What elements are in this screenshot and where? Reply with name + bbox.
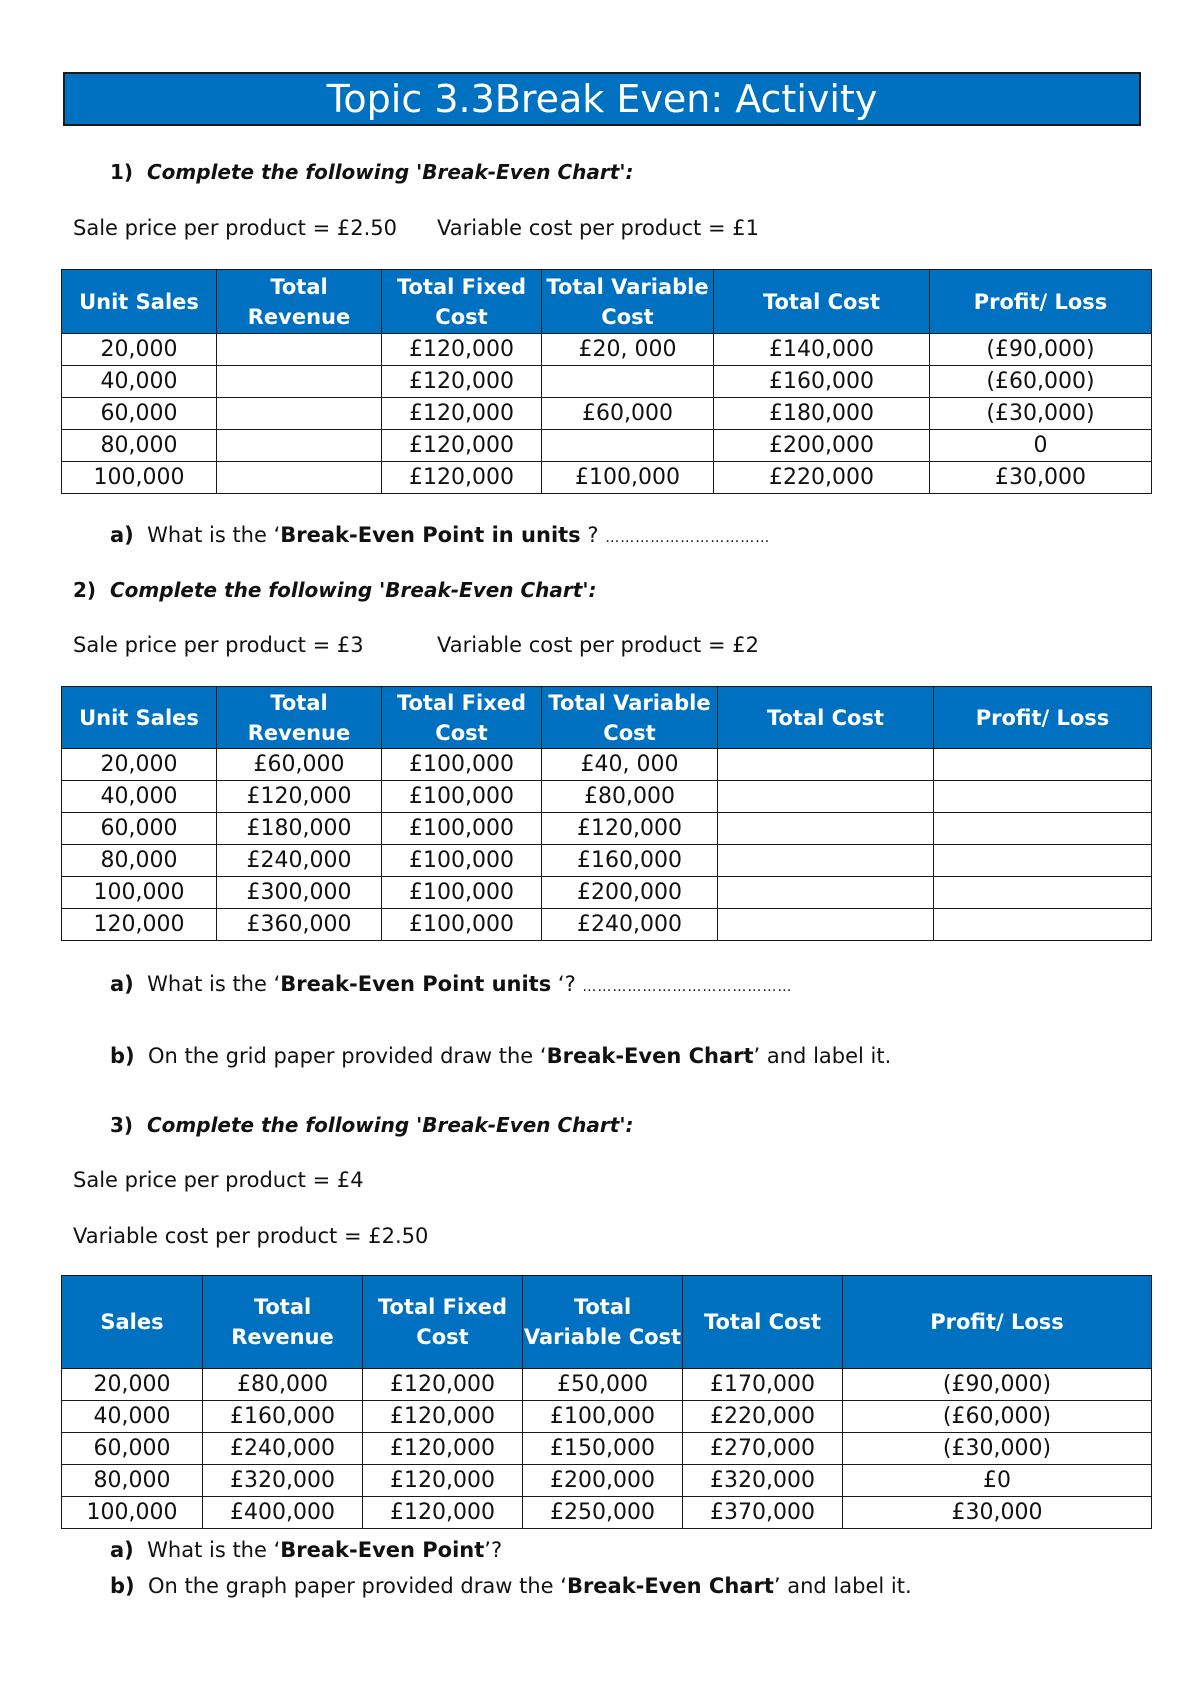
q2-b-suffix: ’ and label it.	[753, 1044, 892, 1068]
table-row	[62, 366, 1152, 398]
q1-a-label: a)	[110, 523, 134, 547]
column-header: Total Fixed Cost	[382, 687, 542, 749]
table-row	[62, 781, 1152, 813]
table-cell: £120,000	[363, 1369, 523, 1401]
q3-b-label: b)	[110, 1574, 135, 1598]
column-header: Total Cost	[718, 687, 934, 749]
column-header: Sales	[62, 1276, 203, 1369]
table-cell: £240,000	[203, 1433, 363, 1465]
q3-b-suffix: ’ and label it.	[773, 1574, 912, 1598]
q1-number: 1)	[110, 160, 134, 184]
q3-sale-price: Sale price per product = £4	[73, 1168, 364, 1192]
q3-heading-text: Complete the following 'Break-Even Chart':	[147, 1113, 634, 1137]
table-row	[62, 430, 1152, 462]
table-row	[62, 398, 1152, 430]
table-cell: £100,000	[382, 813, 542, 845]
table-cell	[217, 430, 382, 462]
table-cell	[934, 845, 1152, 877]
table-cell: £0	[843, 1465, 1152, 1497]
table-cell: (£90,000)	[843, 1369, 1152, 1401]
table-cell: 100,000	[62, 877, 217, 909]
table-cell: £100,000	[382, 909, 542, 941]
q1-a-answer-dots: ……………………………	[605, 530, 771, 546]
table-cell: 40,000	[62, 1401, 203, 1433]
q2-variable-cost: Variable cost per product = £2	[437, 633, 759, 657]
table-cell: (£90,000)	[930, 334, 1152, 366]
table-cell	[934, 813, 1152, 845]
table-header-row	[62, 1276, 1152, 1369]
table-cell	[542, 430, 714, 462]
table-cell: £100,000	[382, 845, 542, 877]
column-header: Total Cost	[683, 1276, 843, 1369]
table-cell: 100,000	[62, 462, 217, 494]
column-header: Total Revenue	[217, 687, 382, 749]
table-cell: 40,000	[62, 366, 217, 398]
table-cell: 100,000	[62, 1497, 203, 1529]
table-cell: 20,000	[62, 334, 217, 366]
table-cell: £50,000	[523, 1369, 683, 1401]
q2-question-a	[110, 972, 792, 996]
table-cell	[718, 813, 934, 845]
q3-heading	[110, 1113, 633, 1137]
table-cell: £100,000	[382, 749, 542, 781]
table-cell: £30,000	[843, 1497, 1152, 1529]
q1-variable-cost: Variable cost per product = £1	[437, 216, 759, 240]
q2-a-label: a)	[110, 972, 134, 996]
table-cell: £120,000	[382, 462, 542, 494]
table-cell: £300,000	[217, 877, 382, 909]
table-cell: (£60,000)	[843, 1401, 1152, 1433]
table-cell	[718, 749, 934, 781]
table-cell: £180,000	[714, 398, 930, 430]
table-cell: £220,000	[683, 1401, 843, 1433]
table-cell: £100,000	[382, 781, 542, 813]
q3-question-a	[110, 1538, 502, 1562]
table-cell	[934, 909, 1152, 941]
table-cell	[718, 909, 934, 941]
table-cell: 120,000	[62, 909, 217, 941]
column-header: Total Revenue	[203, 1276, 363, 1369]
q2-heading-text: Complete the following 'Break-Even Chart':	[110, 578, 597, 602]
table-cell	[217, 334, 382, 366]
table-cell: £120,000	[363, 1401, 523, 1433]
column-header: Total Variable Cost	[523, 1276, 683, 1369]
table-cell: 40,000	[62, 781, 217, 813]
q2-a-bold: Break-Even Point units	[280, 972, 552, 996]
table-cell: (£30,000)	[930, 398, 1152, 430]
q2-a-answer-dots: ……………………………………	[582, 979, 793, 995]
table-cell: (£60,000)	[930, 366, 1152, 398]
table-cell: £360,000	[217, 909, 382, 941]
table-row	[62, 909, 1152, 941]
q1-a-prefix: What is the ‘	[147, 523, 281, 547]
q3-question-b	[110, 1574, 912, 1598]
table-cell: £60,000	[217, 749, 382, 781]
table-cell: 80,000	[62, 430, 217, 462]
table-cell: £40, 000	[542, 749, 718, 781]
table-row	[62, 1401, 1152, 1433]
table-cell: £100,000	[542, 462, 714, 494]
table-row	[62, 1369, 1152, 1401]
q3-a-prefix: What is the ‘	[147, 1538, 281, 1562]
table-cell: £80,000	[203, 1369, 363, 1401]
table-cell: 20,000	[62, 1369, 203, 1401]
table-cell: £140,000	[714, 334, 930, 366]
table-cell: £370,000	[683, 1497, 843, 1529]
q1-question-a	[110, 523, 770, 547]
table-cell: £100,000	[523, 1401, 683, 1433]
table-cell: £220,000	[714, 462, 930, 494]
q2-b-bold: Break-Even Chart	[546, 1044, 754, 1068]
table-cell: £150,000	[523, 1433, 683, 1465]
table-cell: £120,000	[382, 366, 542, 398]
q2-question-b	[110, 1044, 891, 1068]
table-cell: £20, 000	[542, 334, 714, 366]
q2-sale-price: Sale price per product = £3	[73, 633, 364, 657]
table-cell	[217, 366, 382, 398]
table-cell: £200,000	[542, 877, 718, 909]
table-cell: £270,000	[683, 1433, 843, 1465]
table-cell: £100,000	[382, 877, 542, 909]
column-header: Profit/ Loss	[843, 1276, 1152, 1369]
q2-b-label: b)	[110, 1044, 135, 1068]
table-cell: £120,000	[382, 430, 542, 462]
column-header: Total Revenue	[217, 270, 382, 334]
table-row	[62, 1497, 1152, 1529]
table-cell	[934, 749, 1152, 781]
table-cell: 0	[930, 430, 1152, 462]
q2-a-suffix: ‘?	[551, 972, 583, 996]
q2-a-prefix: What is the ‘	[147, 972, 281, 996]
q2-number: 2)	[73, 578, 97, 602]
table-cell: 20,000	[62, 749, 217, 781]
column-header: Profit/ Loss	[934, 687, 1152, 749]
table-cell: £80,000	[542, 781, 718, 813]
table-cell: 80,000	[62, 1465, 203, 1497]
table-cell: 80,000	[62, 845, 217, 877]
table-cell: £120,000	[217, 781, 382, 813]
table-row	[62, 845, 1152, 877]
table-cell: £250,000	[523, 1497, 683, 1529]
table-cell: 60,000	[62, 813, 217, 845]
q3-variable-cost: Variable cost per product = £2.50	[73, 1224, 429, 1248]
column-header: Total Variable Cost	[542, 687, 718, 749]
q2-b-prefix: On the grid paper provided draw the ‘	[148, 1044, 547, 1068]
q1-heading-text: Complete the following 'Break-Even Chart':	[147, 160, 634, 184]
column-header: Total Cost	[714, 270, 930, 334]
table-cell: £180,000	[217, 813, 382, 845]
table-cell: £320,000	[683, 1465, 843, 1497]
table-cell	[718, 781, 934, 813]
column-header: Total Fixed Cost	[363, 1276, 523, 1369]
table-row	[62, 813, 1152, 845]
q1-heading	[110, 160, 633, 184]
table-cell: £200,000	[714, 430, 930, 462]
column-header: Total Variable Cost	[542, 270, 714, 334]
table-row	[62, 1433, 1152, 1465]
table-cell	[217, 398, 382, 430]
column-header: Total Fixed Cost	[382, 270, 542, 334]
table-cell	[542, 366, 714, 398]
table-cell	[934, 877, 1152, 909]
q3-number: 3)	[110, 1113, 134, 1137]
page-title: Topic 3.3Break Even: Activity	[63, 72, 1141, 126]
table-header-row	[62, 687, 1152, 749]
table-cell: £120,000	[363, 1497, 523, 1529]
table-cell: £120,000	[382, 334, 542, 366]
table-header-row	[62, 270, 1152, 334]
q1-a-bold: Break-Even Point in units	[280, 523, 581, 547]
table-cell: (£30,000)	[843, 1433, 1152, 1465]
table-cell	[718, 845, 934, 877]
q3-b-prefix: On the graph paper provided draw the ‘	[148, 1574, 567, 1598]
q2-heading	[73, 578, 596, 602]
table-row	[62, 462, 1152, 494]
q1-break-even-table	[61, 269, 1152, 494]
table-cell: £120,000	[363, 1433, 523, 1465]
table-cell: £240,000	[542, 909, 718, 941]
table-row	[62, 334, 1152, 366]
table-cell: 60,000	[62, 1433, 203, 1465]
q3-break-even-table	[61, 1275, 1152, 1529]
table-cell	[718, 877, 934, 909]
table-row	[62, 877, 1152, 909]
table-cell: £120,000	[363, 1465, 523, 1497]
table-cell: £320,000	[203, 1465, 363, 1497]
q1-sale-price: Sale price per product = £2.50	[73, 216, 397, 240]
table-cell: £60,000	[542, 398, 714, 430]
table-cell: £400,000	[203, 1497, 363, 1529]
q3-a-label: a)	[110, 1538, 134, 1562]
q3-a-bold: Break-Even Point	[280, 1538, 485, 1562]
table-cell: £160,000	[203, 1401, 363, 1433]
q1-a-suffix: ?	[580, 523, 606, 547]
table-cell: £170,000	[683, 1369, 843, 1401]
table-row	[62, 749, 1152, 781]
table-cell: £240,000	[217, 845, 382, 877]
q2-break-even-table	[61, 686, 1152, 941]
table-cell: £160,000	[542, 845, 718, 877]
column-header: Profit/ Loss	[930, 270, 1152, 334]
table-cell: 60,000	[62, 398, 217, 430]
table-cell	[934, 781, 1152, 813]
column-header: Unit Sales	[62, 687, 217, 749]
column-header: Unit Sales	[62, 270, 217, 334]
table-cell	[217, 462, 382, 494]
table-cell: £160,000	[714, 366, 930, 398]
table-cell: £120,000	[542, 813, 718, 845]
table-cell: £120,000	[382, 398, 542, 430]
table-cell: £200,000	[523, 1465, 683, 1497]
table-cell: £30,000	[930, 462, 1152, 494]
table-row	[62, 1465, 1152, 1497]
q3-a-suffix: ’?	[484, 1538, 503, 1562]
q3-b-bold: Break-Even Chart	[566, 1574, 774, 1598]
